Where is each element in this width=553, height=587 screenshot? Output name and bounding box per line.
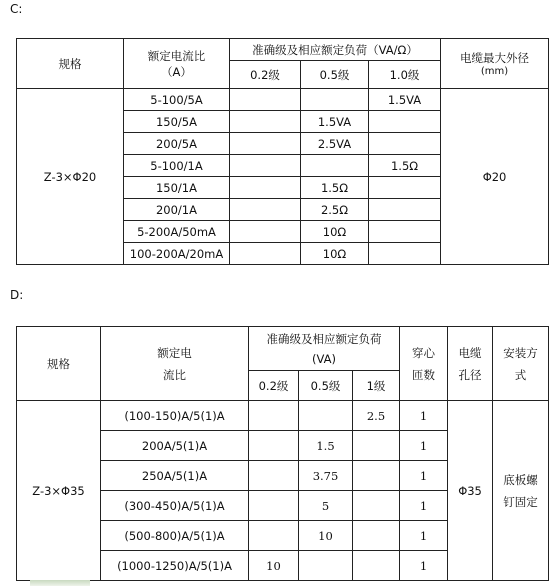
d-model-cell: Z-3×Φ35 <box>17 401 101 581</box>
c-value-cell: 1.5Ω <box>369 155 441 177</box>
d-turns-cell: 1 <box>400 521 448 551</box>
c-value-cell: 10Ω <box>301 221 369 243</box>
d-ratio-cell: (500-800)A/5(1)A <box>101 521 249 551</box>
c-value-cell <box>301 89 369 111</box>
d-value-cell <box>249 401 299 431</box>
d-turns-cell: 1 <box>400 491 448 521</box>
c-value-cell: 2.5Ω <box>301 199 369 221</box>
d-value-cell: 1.5 <box>299 431 353 461</box>
c-cable-cell: Φ20 <box>441 89 549 265</box>
d-ratio-header-line1: 额定电 <box>157 345 192 360</box>
c-value-cell <box>369 221 441 243</box>
c-value-cell <box>230 133 301 155</box>
d-class-1: 1级 <box>353 371 400 401</box>
c-value-cell <box>369 243 441 265</box>
d-ratio-cell: 200A/5(1)A <box>101 431 249 461</box>
c-accuracy-header: 准确级及相应额定负荷（VA/Ω） <box>230 39 441 61</box>
c-value-cell <box>301 155 369 177</box>
c-value-cell: 1.5Ω <box>301 177 369 199</box>
d-mount-header <box>493 327 549 401</box>
c-value-cell <box>369 111 441 133</box>
c-cable-header-line2: (mm) <box>480 66 509 77</box>
c-value-cell: 10Ω <box>301 243 369 265</box>
c-ratio-cell: 5-100/1A <box>124 155 230 177</box>
c-value-cell <box>230 155 301 177</box>
d-turns-cell: 1 <box>400 401 448 431</box>
c-ratio-header-line1: 额定电流比 <box>147 48 206 63</box>
c-ratio-cell: 150/1A <box>124 177 230 199</box>
c-value-cell <box>369 199 441 221</box>
d-mount-header-line1: 安装方 <box>503 345 538 360</box>
section-d-label: D: <box>10 288 24 302</box>
d-value-cell <box>353 461 400 491</box>
d-turns-cell: 1 <box>400 431 448 461</box>
d-turns-cell: 1 <box>400 551 448 581</box>
d-ratio-cell: (1000-1250)A/5(1)A <box>101 551 249 581</box>
c-ratio-cell: 150/5A <box>124 111 230 133</box>
c-model-cell: Z-3×Φ20 <box>17 89 124 265</box>
c-class-02: 0.2级 <box>230 61 301 89</box>
c-value-cell <box>230 89 301 111</box>
d-mount-cell-line1: 底板螺 <box>503 472 538 487</box>
d-ratio-header-line2: 流比 <box>163 367 186 382</box>
d-value-cell <box>249 491 299 521</box>
c-cable-header-line1: 电缆最大外径 <box>460 51 530 65</box>
c-class-10: 1.0级 <box>369 61 441 89</box>
c-value-cell <box>369 177 441 199</box>
d-mount-cell <box>493 401 549 581</box>
d-value-cell: 3.75 <box>299 461 353 491</box>
c-value-cell <box>230 243 301 265</box>
d-value-cell: 2.5 <box>353 401 400 431</box>
d-class-05: 0.5级 <box>299 371 353 401</box>
d-ratio-cell: (100-150)A/5(1)A <box>101 401 249 431</box>
c-value-cell: 2.5VA <box>301 133 369 155</box>
c-value-cell <box>230 221 301 243</box>
c-cable-header <box>441 39 549 89</box>
c-ratio-header <box>124 39 230 89</box>
c-spec-header: 规格 <box>17 39 124 89</box>
d-mount-cell-line2: 钉固定 <box>503 494 538 509</box>
d-value-cell <box>249 461 299 491</box>
d-turns-header-line2: 匝数 <box>412 367 436 382</box>
c-class-05: 0.5级 <box>301 61 369 89</box>
d-hole-header-line2: 孔径 <box>458 367 482 382</box>
c-value-cell <box>369 133 441 155</box>
d-turns-header <box>400 327 448 401</box>
c-ratio-cell: 200/5A <box>124 133 230 155</box>
c-ratio-cell: 5-100/5A <box>124 89 230 111</box>
d-ratio-cell: 250A/5(1)A <box>101 461 249 491</box>
c-value-cell <box>230 111 301 133</box>
c-value-cell <box>230 199 301 221</box>
d-hole-header <box>448 327 493 401</box>
d-hole-cell: Φ35 <box>448 401 493 581</box>
c-ratio-header-line2: （A） <box>161 64 192 79</box>
d-value-cell <box>353 431 400 461</box>
cropped-footer-text <box>30 580 90 586</box>
c-ratio-cell: 5-200A/50mA <box>124 221 230 243</box>
c-value-cell <box>230 177 301 199</box>
d-class-02: 0.2级 <box>249 371 299 401</box>
d-hole-header-line1: 电缆 <box>458 345 482 360</box>
d-value-cell <box>299 551 353 581</box>
d-value-cell: 10 <box>249 551 299 581</box>
c-ratio-cell: 200/1A <box>124 199 230 221</box>
section-c-label: C: <box>10 2 23 16</box>
d-ratio-header <box>101 327 249 401</box>
d-value-cell <box>249 521 299 551</box>
d-value-cell <box>353 491 400 521</box>
d-accuracy-header-line1: 准确级及相应额定负荷 <box>266 331 382 346</box>
d-value-cell <box>353 521 400 551</box>
c-value-cell: 1.5VA <box>301 111 369 133</box>
d-accuracy-header-line2: (VA) <box>312 351 336 366</box>
d-value-cell: 5 <box>299 491 353 521</box>
c-ratio-cell: 100-200A/20mA <box>124 243 230 265</box>
d-value-cell <box>299 401 353 431</box>
d-value-cell <box>353 551 400 581</box>
c-value-cell: 1.5VA <box>369 89 441 111</box>
spec-table-d <box>16 326 549 581</box>
d-ratio-cell: (300-450)A/5(1)A <box>101 491 249 521</box>
spec-table-c <box>16 38 549 265</box>
d-spec-header: 规格 <box>17 327 101 401</box>
d-value-cell <box>249 431 299 461</box>
d-accuracy-header <box>249 327 400 371</box>
d-turns-cell: 1 <box>400 461 448 491</box>
d-value-cell: 10 <box>299 521 353 551</box>
d-mount-header-line2: 式 <box>514 367 527 382</box>
d-turns-header-line1: 穿心 <box>412 345 436 360</box>
